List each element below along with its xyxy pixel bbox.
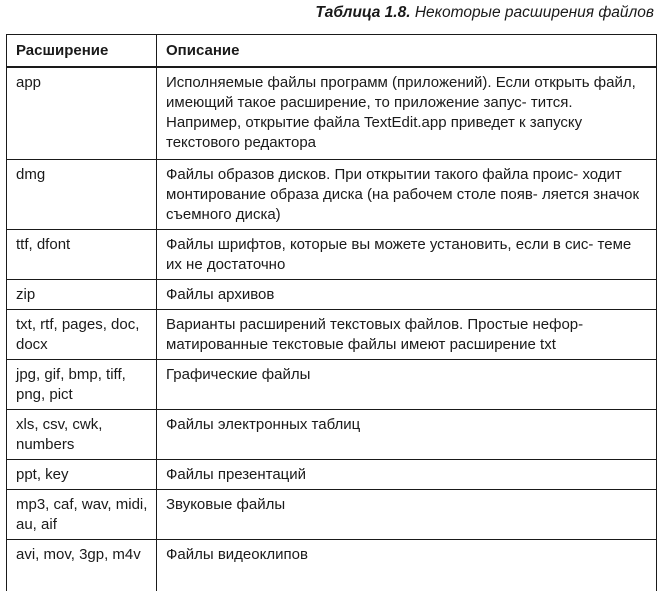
header-extension: Расширение	[7, 35, 157, 68]
header-description: Описание	[157, 35, 657, 68]
description-cell: Варианты расширений текстовых файлов. Простые нефор- матированные текстовые файлы имеют расширение txt	[157, 309, 657, 359]
description-cell: Файлы архивов	[157, 279, 657, 309]
extension-cell: xls, csv, cwk, numbers	[7, 409, 157, 459]
table-caption-text: Некоторые расширения файлов	[414, 4, 654, 21]
table-row	[7, 229, 657, 279]
extension-cell: jpg, gif, bmp, tiff, png, pict	[7, 359, 157, 409]
description-cell: Звуковые файлы	[157, 489, 657, 539]
table-caption	[315, 4, 654, 22]
description-cell: Файлы шрифтов, которые вы можете установить, если в сис- теме их не достаточно	[157, 229, 657, 279]
table-row	[7, 159, 657, 229]
description-cell: Графические файлы	[157, 359, 657, 409]
description-cell: Файлы презентаций	[157, 459, 657, 489]
table-row	[7, 459, 657, 489]
extension-cell: dmg	[7, 159, 157, 229]
table-row	[7, 359, 657, 409]
table-row	[7, 489, 657, 539]
extension-cell: avi, mov, 3gp, m4v	[7, 539, 157, 591]
table-row	[7, 67, 657, 159]
extension-cell: app	[7, 67, 157, 159]
extension-cell: mp3, caf, wav, midi, au, aif	[7, 489, 157, 539]
file-extensions-table	[6, 34, 657, 591]
description-cell: Файлы образов дисков. При открытии такого файла проис- ходит монтирование образа диска (на рабочем столе появ- ляется значок съемного диска)	[157, 159, 657, 229]
description-cell: Файлы видеоклипов	[157, 539, 657, 591]
table-header-row	[7, 35, 657, 68]
extension-cell: txt, rtf, pages, doc, docx	[7, 309, 157, 359]
description-cell: Файлы электронных таблиц	[157, 409, 657, 459]
table-row	[7, 539, 657, 591]
extension-cell: ppt, key	[7, 459, 157, 489]
extension-cell: zip	[7, 279, 157, 309]
table-row	[7, 409, 657, 459]
table-row	[7, 309, 657, 359]
table-caption-label: Таблица 1.8.	[315, 4, 411, 21]
extension-cell: ttf, dfont	[7, 229, 157, 279]
description-cell: Исполняемые файлы программ (приложений). Если открыть файл, имеющий такое расширение, то приложение запус- тится. Например, открытие файла TextEdit.app приведет к запуску текстового редактора	[157, 67, 657, 159]
table-row	[7, 279, 657, 309]
